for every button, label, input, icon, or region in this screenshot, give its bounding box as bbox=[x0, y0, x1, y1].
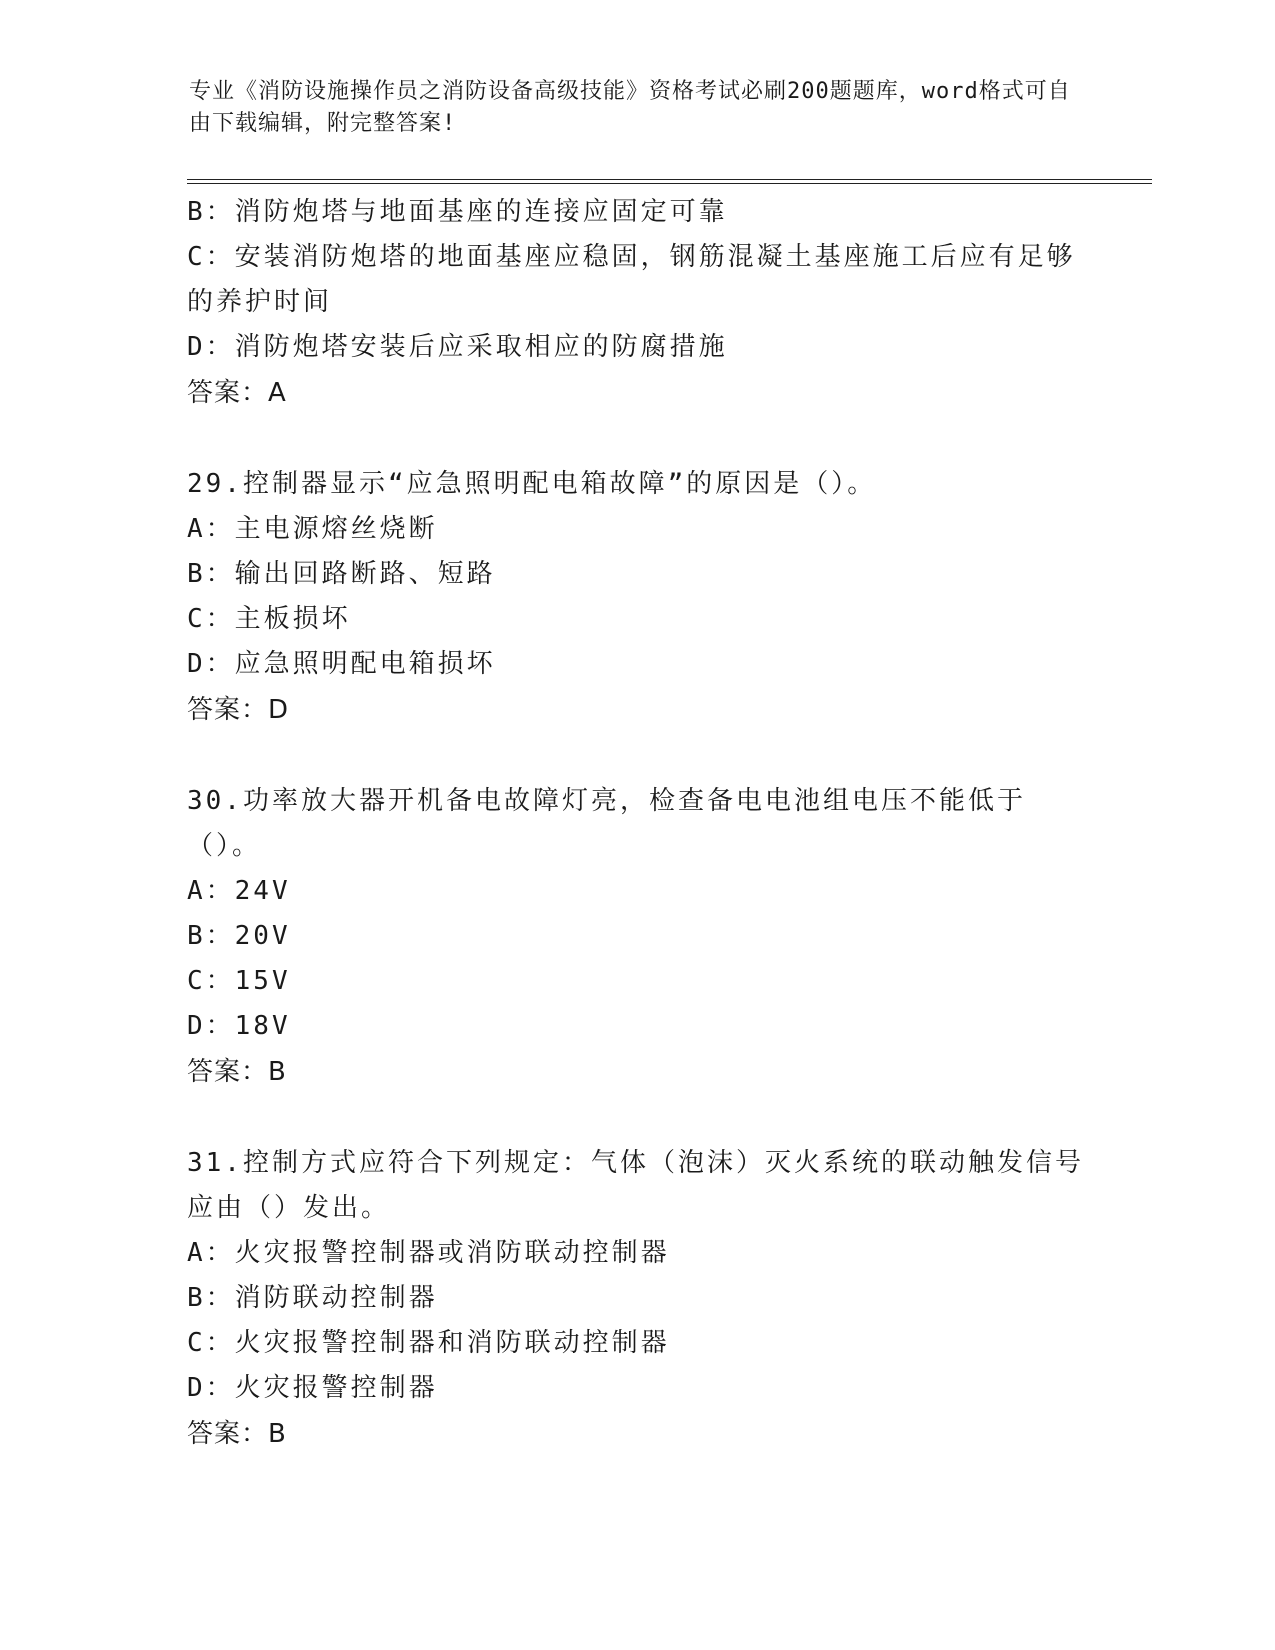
question-stem: 31.控制方式应符合下列规定：气体（泡沫）灭火系统的联动触发信号应由（）发出。 bbox=[187, 1148, 1084, 1223]
document-header: 专业《消防设施操作员之消防设备高级技能》资格考试必刷200题题库，word格式可自由下载编辑，附完整答案! bbox=[189, 79, 1071, 136]
option-d: D：应急照明配电箱损坏 bbox=[187, 649, 496, 679]
option-a: A：主电源熔丝烧断 bbox=[187, 514, 438, 544]
question-list bbox=[187, 190, 1087, 1457]
option-a: A：24V bbox=[187, 876, 291, 906]
option-d: D：18V bbox=[187, 1011, 291, 1041]
question-28-fragment bbox=[187, 190, 1087, 416]
option-d: D：火灾报警控制器 bbox=[187, 1373, 438, 1403]
option-b: B：输出回路断路、短路 bbox=[187, 559, 496, 589]
option-c: C：主板损坏 bbox=[187, 604, 351, 634]
question-stem: 29.控制器显示“应急照明配电箱故障”的原因是（）。 bbox=[187, 469, 877, 499]
question-stem: 30.功率放大器开机备电故障灯亮，检查备电电池组电压不能低于（）。 bbox=[187, 786, 1026, 861]
option-c: C：安装消防炮塔的地面基座应稳固，钢筋混凝土基座施工后应有足够的养护时间 bbox=[187, 242, 1076, 317]
option-c: C：火灾报警控制器和消防联动控制器 bbox=[187, 1328, 670, 1358]
option-c: C：15V bbox=[187, 966, 291, 996]
answer-line: 答案：A bbox=[187, 378, 287, 408]
option-a: A：火灾报警控制器或消防联动控制器 bbox=[187, 1238, 670, 1268]
spacer bbox=[187, 1095, 1087, 1141]
option-b: B：消防炮塔与地面基座的连接应固定可靠 bbox=[187, 197, 728, 227]
answer-line: 答案：B bbox=[187, 1419, 287, 1449]
question-31 bbox=[187, 1141, 1087, 1457]
option-b: B：消防联动控制器 bbox=[187, 1283, 438, 1313]
spacer bbox=[187, 416, 1087, 462]
option-b: B：20V bbox=[187, 921, 291, 951]
header-divider-top bbox=[187, 179, 1152, 180]
question-30 bbox=[187, 779, 1087, 1095]
header-divider-bottom bbox=[187, 183, 1152, 184]
spacer bbox=[187, 733, 1087, 779]
option-d: D：消防炮塔安装后应采取相应的防腐措施 bbox=[187, 332, 728, 362]
answer-line: 答案：B bbox=[187, 1057, 287, 1087]
answer-line: 答案：D bbox=[187, 695, 290, 725]
question-29 bbox=[187, 462, 1087, 733]
